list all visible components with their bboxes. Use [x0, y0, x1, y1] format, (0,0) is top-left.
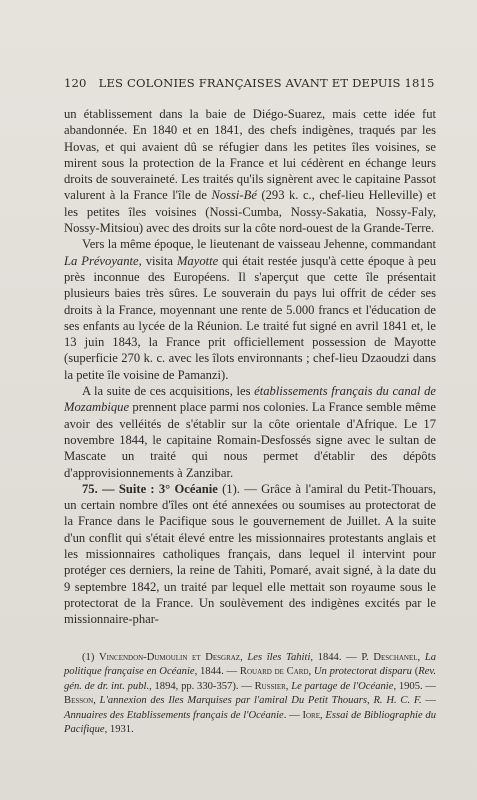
- running-header: [64, 76, 435, 90]
- section-title: 75. — Suite : 3° Océanie: [82, 481, 218, 496]
- section-75: 75. — Suite : 3° Océanie (1). — Grâce à l'amiral du Petit-Thouars, un certain nombre d'îles ont été annexées ou soumises au protectorat de la France dans le Pacifique sous le gouvernement de Juillet. A la suite d'un conflit qui s'était élevé entre les missionnaires protestants anglais et les missionnaires catholiques français, dans lequel il intervint pour protéger ces derniers, la reine de Tahiti, Pomaré, avait signé, à la date du 9 septembre 1842, un traité par lequel elle mettait son royaume sous le protectorat de la France. Un soulèvement des indigènes excités par le missionnaire-phar-: [64, 481, 436, 627]
- footnote-ref: (1). —: [217, 481, 262, 496]
- footnote-1: (1) Vincendon-Dumoulin et Desgraz, Les îles Tahiti, 1844. — P. Deschanel, La politique française en Océanie, 1844. — Rouard de Card, Un protectorat disparu (Rev. gén. de dr. int. publ., 1894, pp. 330-357). — Russier, Le partage de l'Océanie, 1905. — Besson, L'annexion des Iles Marquises par l'amiral Du Petit Thouars, R. H. C. F. — Annuaires des Etablissements français de l'Océanie. — Iore, Essai de Bibliographie du Pacifique, 1931.: [64, 652, 437, 736]
- paragraph-1: un établissement dans la baie de Diégo-Suarez, mais cette idée fut abandonnée. En 1840 et en 1841, des chefs indigènes, traqués par les Hovas, et qui avaient dû se réfugier dans les petites îles voisines, se mirent sous la protection de la France et lui cédèrent en échange leurs droits de souveraineté. Les traités qu'ils signèrent avec le capitaine Passot valurent à la France l'île de Nossi-Bé (293 k. c., chef-lieu Helleville) et les petites îles voisines (Nossi-Cumba, Nossy-Sakatia, Nossy-Faly, Nossy-Mitsiou) avec des droits sur la côte nord-ouest de la Grande-Terre.: [64, 107, 437, 236]
- main-text: [64, 106, 436, 628]
- footnotes: [64, 651, 436, 737]
- paragraph-3: A la suite de ces acquisitions, les établissements français du canal de Mozambique prennent place parmi nos colonies. La France semble même avoir des velléités de s'établir sur la côte orientale d'Afrique. Le 17 novembre 1844, le capitaine Romain-Desfossés signe avec le sultan de Mascate un traité qui nous permet d'établir des dépôts d'approvisionnements à Zanzibar.: [64, 384, 436, 480]
- paragraph-2: Vers la même époque, le lieutenant de vaisseau Jehenne, commandant La Prévoyante, visita Mayotte qui était restée jusqu'à cette époque à peu près inconnue des Européens. Il s'aperçut que cette île présentait plusieurs baies très sûres. Le souverain du pays lui offrit de céder ses droits à la France, moyennant une rente de 5.000 francs et l'éducation de ses enfants au lycée de la Réunion. Le traité fut signé en avril 1841 et, le 13 juin 1843, la France prit officiellement possession de Mayotte (superficie 270 k. c. avec les îlots environnants ; chef-lieu Dzaoudzi dans la petite île voisine de Pamanzi).: [64, 237, 436, 382]
- running-title: LES COLONIES FRANÇAISES AVANT ET DEPUIS 1815: [98, 76, 435, 90]
- page-number: 120: [64, 76, 87, 90]
